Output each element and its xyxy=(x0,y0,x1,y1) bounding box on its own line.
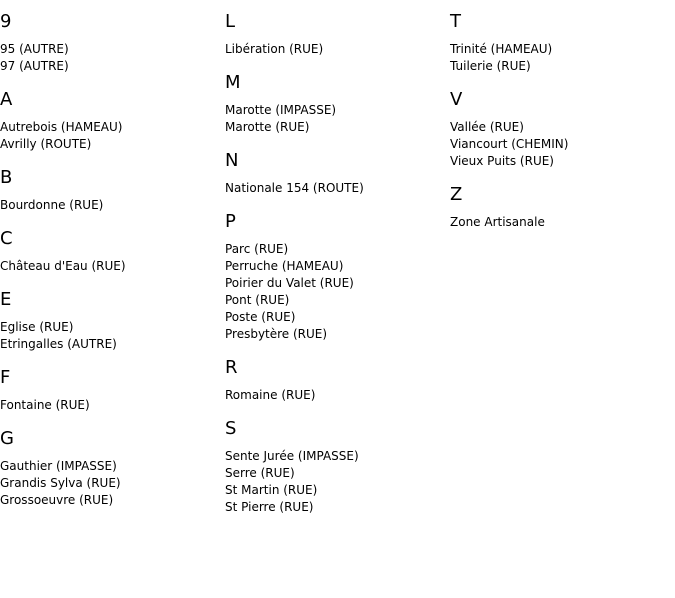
letter-group xyxy=(0,288,220,353)
letter-heading: N xyxy=(225,150,239,171)
letter-heading: M xyxy=(225,72,241,93)
letter-heading: Z xyxy=(450,184,463,205)
street-link[interactable]: Serre (RUE) xyxy=(225,466,295,480)
letter-group xyxy=(0,166,220,214)
letter-heading: 9 xyxy=(0,11,12,32)
letter-group xyxy=(225,210,445,343)
street-index-column xyxy=(450,10,670,244)
letter-group xyxy=(225,149,445,197)
letter-group xyxy=(225,356,445,404)
street-link[interactable]: Poirier du Valet (RUE) xyxy=(225,276,354,290)
letter-heading: C xyxy=(0,228,13,249)
street-link[interactable]: Pont (RUE) xyxy=(225,293,290,307)
street-link[interactable]: Vieux Puits (RUE) xyxy=(450,154,554,168)
street-link[interactable]: Etringalles (AUTRE) xyxy=(0,337,117,351)
letter-heading: F xyxy=(0,367,11,388)
letter-group xyxy=(450,10,670,75)
street-link[interactable]: Trinité (HAMEAU) xyxy=(450,42,553,56)
letter-group xyxy=(225,417,445,516)
street-link[interactable]: Avrilly (ROUTE) xyxy=(0,137,92,151)
street-link[interactable]: 95 (AUTRE) xyxy=(0,42,69,56)
street-link[interactable]: Autrebois (HAMEAU) xyxy=(0,120,123,134)
street-index-column xyxy=(0,10,220,522)
street-link[interactable]: Marotte (RUE) xyxy=(225,120,310,134)
letter-group xyxy=(450,88,670,170)
street-link[interactable]: Bourdonne (RUE) xyxy=(0,198,104,212)
letter-heading: P xyxy=(225,211,236,232)
street-link[interactable]: Viancourt (CHEMIN) xyxy=(450,137,569,151)
street-link[interactable]: St Martin (RUE) xyxy=(225,483,318,497)
letter-heading: B xyxy=(0,167,13,188)
street-link[interactable]: St Pierre (RUE) xyxy=(225,500,314,514)
letter-heading: V xyxy=(450,89,463,110)
letter-group xyxy=(0,427,220,509)
letter-heading: R xyxy=(225,357,238,378)
street-link[interactable]: Gauthier (IMPASSE) xyxy=(0,459,117,473)
letter-heading: T xyxy=(450,11,461,32)
letter-heading: E xyxy=(0,289,12,310)
street-link[interactable]: Château d'Eau (RUE) xyxy=(0,259,126,273)
street-link[interactable]: Marotte (IMPASSE) xyxy=(225,103,337,117)
street-link[interactable]: Grossoeuvre (RUE) xyxy=(0,493,114,507)
street-link[interactable]: Libération (RUE) xyxy=(225,42,324,56)
letter-group xyxy=(0,366,220,414)
letter-group xyxy=(225,10,445,58)
letter-group xyxy=(450,183,670,231)
street-link[interactable]: Fontaine (RUE) xyxy=(0,398,90,412)
street-link[interactable]: Sente Jurée (IMPASSE) xyxy=(225,449,359,463)
letter-group xyxy=(0,10,220,75)
letter-heading: A xyxy=(0,89,13,110)
letter-heading: S xyxy=(225,418,237,439)
letter-heading: L xyxy=(225,11,236,32)
street-link[interactable]: Tuilerie (RUE) xyxy=(450,59,531,73)
street-link[interactable]: Parc (RUE) xyxy=(225,242,289,256)
street-link[interactable]: Eglise (RUE) xyxy=(0,320,74,334)
street-link[interactable]: 97 (AUTRE) xyxy=(0,59,69,73)
street-link[interactable]: Nationale 154 (ROUTE) xyxy=(225,181,364,195)
street-link[interactable]: Presbytère (RUE) xyxy=(225,327,328,341)
street-index-column xyxy=(225,10,445,529)
street-link[interactable]: Zone Artisanale xyxy=(450,215,545,229)
letter-group xyxy=(0,227,220,275)
letter-group xyxy=(0,88,220,153)
street-link[interactable]: Vallée (RUE) xyxy=(450,120,524,134)
street-link[interactable]: Perruche (HAMEAU) xyxy=(225,259,344,273)
letter-heading: G xyxy=(0,428,14,449)
street-link[interactable]: Poste (RUE) xyxy=(225,310,296,324)
letter-group xyxy=(225,71,445,136)
street-link[interactable]: Romaine (RUE) xyxy=(225,388,316,402)
street-link[interactable]: Grandis Sylva (RUE) xyxy=(0,476,121,490)
